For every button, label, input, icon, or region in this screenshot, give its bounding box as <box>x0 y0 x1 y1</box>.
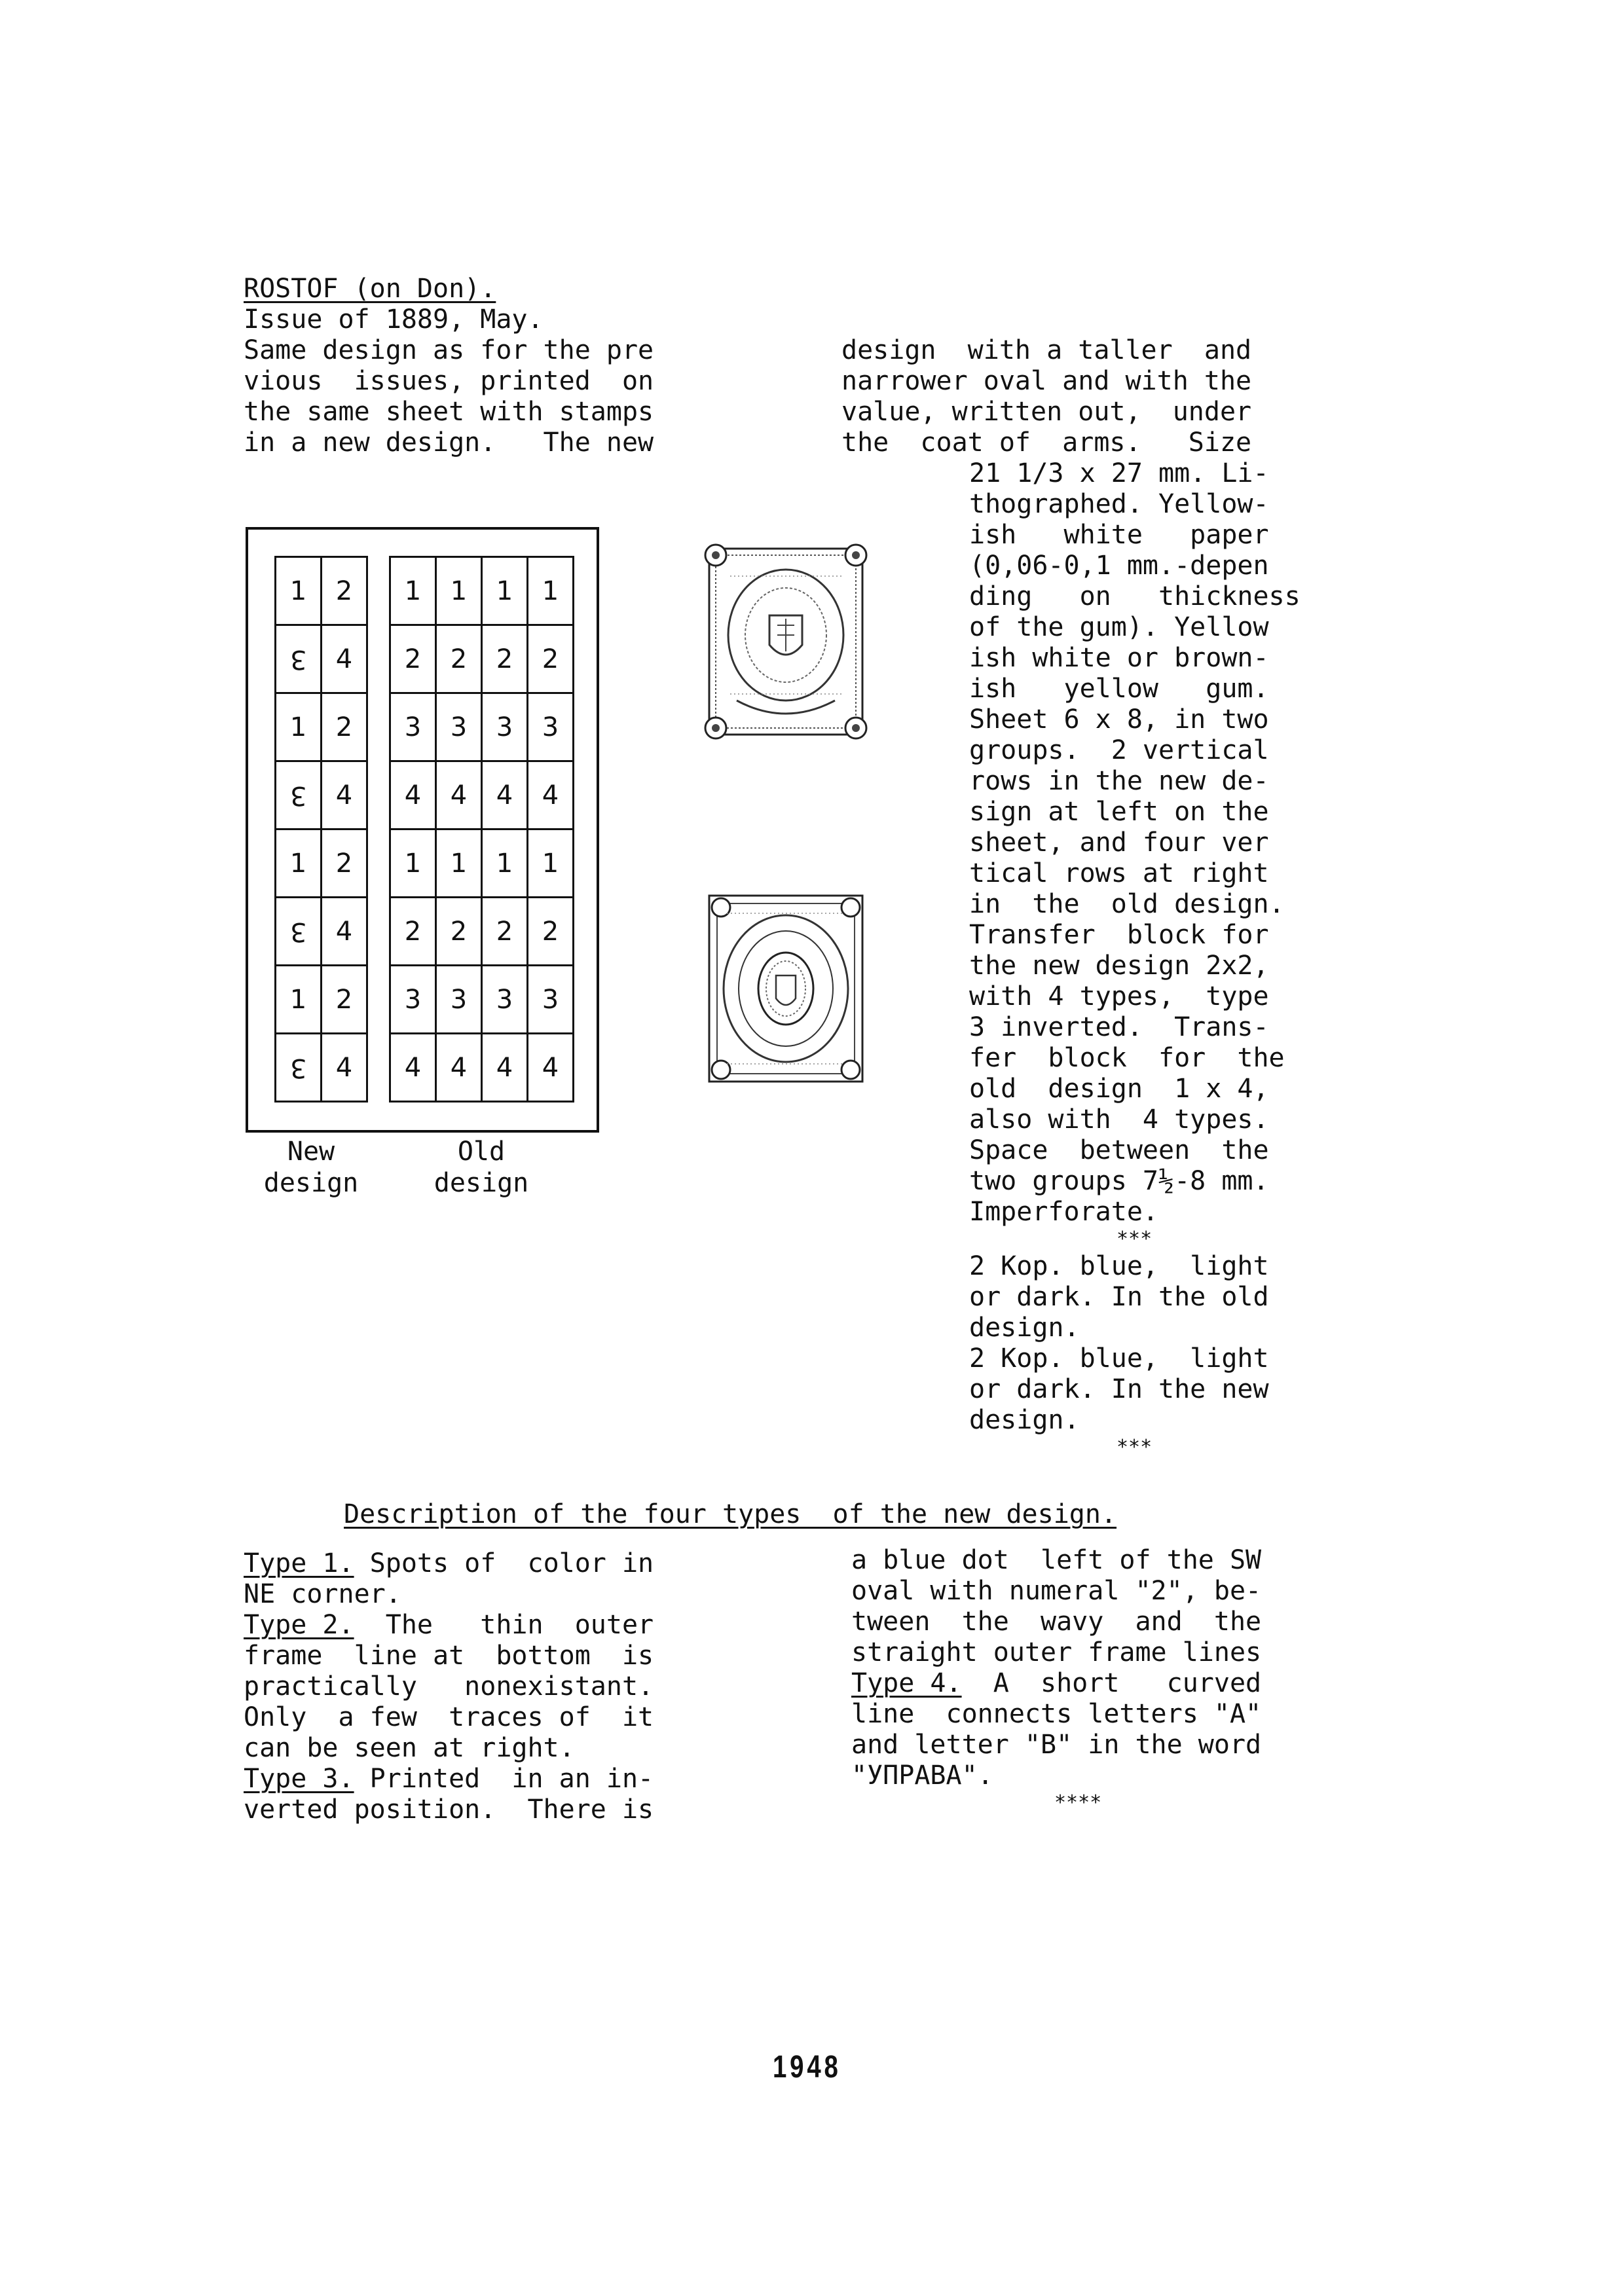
cell-number: 2 <box>404 916 422 947</box>
sheet-cell <box>437 1034 483 1102</box>
type4-line <box>851 1668 1261 1699</box>
text-line: ish yellow gum. <box>969 674 1269 704</box>
text-line: a blue dot left of the SW <box>851 1545 1262 1575</box>
sheet-cell <box>276 898 322 966</box>
text-line: also with 4 types. <box>969 1104 1269 1135</box>
right-column-description <box>969 458 1301 1459</box>
sheet-cell <box>528 626 574 694</box>
sheet-cell <box>322 558 368 626</box>
sheet-cell <box>391 898 437 966</box>
cell-number: 3 <box>542 984 559 1015</box>
sheet-cell <box>437 694 483 762</box>
cell-number: 2 <box>335 712 353 742</box>
text-line: Sheet 6 x 8, in two <box>969 704 1269 735</box>
cell-number: 4 <box>450 1052 468 1083</box>
sheet-cell <box>276 1034 322 1102</box>
cell-number: 3 <box>289 644 307 674</box>
text-line: 3 inverted. Trans- <box>969 1012 1269 1042</box>
sheet-cell <box>437 558 483 626</box>
page-number: 1948 <box>773 2050 841 2085</box>
cell-number: 3 <box>289 780 307 811</box>
sheet-cell <box>276 966 322 1034</box>
sheet-cell <box>322 694 368 762</box>
cell-number: 1 <box>289 848 307 879</box>
cell-number: 1 <box>289 712 307 742</box>
type3-label: Type 3. <box>244 1764 354 1794</box>
cell-number: 4 <box>496 780 513 811</box>
cell-number: 4 <box>335 1052 353 1083</box>
text-line: line connects letters "A" <box>851 1699 1262 1729</box>
sheet-layout-diagram <box>246 527 599 1133</box>
type1-text: Spots of color in <box>354 1548 654 1578</box>
variety-line: or dark. In the old <box>969 1282 1269 1312</box>
sheet-cell <box>437 966 483 1034</box>
sheet-cell <box>322 898 368 966</box>
cell-number: 2 <box>496 916 513 947</box>
text-line: ish white paper <box>969 520 1269 550</box>
text-line: the new design 2x2, <box>969 951 1269 981</box>
text-line: tical rows at right <box>969 858 1269 888</box>
types-right-column <box>851 1545 1261 1791</box>
cell-number: 4 <box>335 644 353 674</box>
variety-line: or dark. In the new <box>969 1374 1269 1404</box>
sheet-cell <box>437 626 483 694</box>
cell-number: 4 <box>542 780 559 811</box>
text-line: 21 1/3 x 27 mm. Li- <box>969 458 1269 488</box>
text-line: the same sheet with stamps <box>244 397 654 427</box>
cell-number: 1 <box>496 848 513 879</box>
type2-line <box>244 1610 654 1641</box>
text-line: tween the wavy and the <box>851 1607 1262 1637</box>
cell-number: 1 <box>542 848 559 879</box>
text-line: fer block for the <box>969 1043 1285 1073</box>
old-design-grid <box>389 556 574 1102</box>
types-heading: Description of the four types of the new design. <box>344 1499 1117 1529</box>
cell-number: 4 <box>542 1052 559 1083</box>
separator: *** <box>1116 1228 1153 1250</box>
sheet-cell <box>391 1034 437 1102</box>
text-line: Transfer block for <box>969 920 1269 950</box>
cell-number: 2 <box>404 644 422 674</box>
sheet-cell <box>322 626 368 694</box>
type2-text: The thin outer <box>354 1610 654 1640</box>
text-line: ish white or brown- <box>969 643 1269 673</box>
sheet-cell <box>276 626 322 694</box>
cell-number: 1 <box>450 848 468 879</box>
text-line: rows in the new de- <box>969 766 1269 796</box>
variety-line: 2 Kop. blue, light <box>969 1251 1269 1281</box>
cell-number: 1 <box>404 575 422 606</box>
text-line: with 4 types, type <box>969 981 1269 1011</box>
text-line: sign at left on the <box>969 797 1269 827</box>
cell-number: 3 <box>404 984 422 1015</box>
cell-number: 3 <box>404 712 422 742</box>
new-design-label: New design <box>263 1137 359 1198</box>
sheet-cell <box>276 762 322 830</box>
text-line: two groups 7½-8 mm. <box>969 1166 1269 1196</box>
text-line: thographed. Yellow- <box>969 489 1269 519</box>
sheet-cell <box>276 694 322 762</box>
old-design-stamp-image <box>697 884 874 1093</box>
text-line: the coat of arms. Size <box>841 428 1252 458</box>
variety-line: design. <box>969 1405 1080 1435</box>
sheet-cell <box>528 694 574 762</box>
sheet-cell <box>483 558 528 626</box>
sheet-cell <box>322 830 368 898</box>
text-line: Space between the <box>969 1135 1269 1165</box>
sheet-cell <box>483 694 528 762</box>
type1-label: Type 1. <box>244 1548 354 1578</box>
cell-number: 2 <box>542 644 559 674</box>
sheet-cell <box>322 762 368 830</box>
text-line: value, written out, under <box>841 397 1252 427</box>
end-mark: **** <box>1054 1791 1102 1814</box>
text-line: verted position. There is <box>244 1795 654 1825</box>
sheet-cell <box>391 558 437 626</box>
type3-line <box>244 1764 654 1795</box>
new-design-grid <box>274 556 368 1102</box>
type3-text: Printed in an in- <box>354 1764 654 1794</box>
text-line: old design 1 x 4, <box>969 1074 1269 1104</box>
sheet-cell <box>437 830 483 898</box>
sheet-cell <box>528 966 574 1034</box>
cell-number: 1 <box>404 848 422 879</box>
type4-text: A short curved <box>961 1668 1262 1698</box>
left-intro <box>244 335 654 458</box>
text-line: in a new design. The new <box>244 428 654 458</box>
sheet-cell <box>483 626 528 694</box>
sheet-cell <box>391 626 437 694</box>
cell-number: 3 <box>289 916 307 947</box>
text-line: sheet, and four ver <box>969 828 1269 858</box>
text-line: (0,06-0,1 mm.-depen <box>969 551 1269 581</box>
cell-number: 2 <box>496 644 513 674</box>
sheet-cell <box>437 898 483 966</box>
text-line: practically nonexistant. <box>244 1671 654 1702</box>
variety-line: 2 Kop. blue, light <box>969 1343 1269 1374</box>
cell-number: 2 <box>335 575 353 606</box>
cell-number: 2 <box>450 644 468 674</box>
text-line: Imperforate. <box>969 1197 1158 1227</box>
cell-number: 4 <box>450 780 468 811</box>
text-line: Only a few traces of it <box>244 1702 654 1732</box>
cell-number: 1 <box>289 575 307 606</box>
cell-number: 2 <box>542 916 559 947</box>
sheet-cell <box>322 1034 368 1102</box>
sheet-cell <box>322 966 368 1034</box>
separator: *** <box>1116 1436 1153 1459</box>
cell-number: 4 <box>335 780 353 811</box>
text-line: straight outer frame lines <box>851 1637 1262 1667</box>
sheet-cell <box>276 830 322 898</box>
text-line: in the old design. <box>969 889 1285 919</box>
cell-number: 3 <box>450 984 468 1015</box>
sheet-cell <box>528 1034 574 1102</box>
cell-number: 1 <box>450 575 468 606</box>
text-line: design with a taller and <box>841 335 1252 365</box>
cell-number: 4 <box>404 1052 422 1083</box>
sheet-cell <box>391 830 437 898</box>
cell-number: 1 <box>542 575 559 606</box>
text-line: vious issues, printed on <box>244 366 654 396</box>
text-line: oval with numeral "2", be- <box>851 1576 1262 1606</box>
cell-number: 1 <box>289 984 307 1015</box>
text-line: "УПРАВА". <box>851 1760 993 1791</box>
text-line: and letter "B" in the word <box>851 1730 1262 1760</box>
sheet-cell <box>391 762 437 830</box>
sheet-cell <box>483 966 528 1034</box>
text-line: narrower oval and with the <box>841 366 1252 396</box>
sheet-cell <box>483 830 528 898</box>
cell-number: 3 <box>289 1052 307 1083</box>
text-line: of the gum). Yellow <box>969 612 1269 642</box>
text-line: Same design as for the pre <box>244 335 654 365</box>
cell-number: 4 <box>404 780 422 811</box>
article-title: ROSTOF (on Don). <box>244 274 496 304</box>
sheet-cell <box>437 762 483 830</box>
text-line: ding on thickness <box>969 581 1301 611</box>
sheet-cell <box>528 558 574 626</box>
type2-label: Type 2. <box>244 1610 354 1640</box>
sheet-cell <box>276 558 322 626</box>
cell-number: 3 <box>496 712 513 742</box>
cell-number: 2 <box>335 848 353 879</box>
new-design-stamp-image <box>697 537 874 746</box>
type1-line <box>244 1548 654 1579</box>
cell-number: 3 <box>542 712 559 742</box>
type4-label: Type 4. <box>851 1668 962 1698</box>
text-line: NE corner. <box>244 1579 401 1609</box>
sheet-cell <box>483 762 528 830</box>
text-line: can be seen at right. <box>244 1733 575 1763</box>
cell-number: 2 <box>335 984 353 1015</box>
variety-line: design. <box>969 1313 1080 1343</box>
right-column-top <box>841 335 1251 458</box>
text-line: frame line at bottom is <box>244 1641 654 1671</box>
cell-number: 4 <box>335 916 353 947</box>
cell-number: 3 <box>496 984 513 1015</box>
cell-number: 3 <box>450 712 468 742</box>
sheet-cell <box>483 898 528 966</box>
issue-date: Issue of 1889, May. <box>244 304 544 335</box>
types-left-column <box>244 1548 654 1825</box>
sheet-cell <box>391 694 437 762</box>
sheet-cell <box>483 1034 528 1102</box>
cell-number: 4 <box>496 1052 513 1083</box>
cell-number: 2 <box>450 916 468 947</box>
sheet-cell <box>391 966 437 1034</box>
text-line: groups. 2 vertical <box>969 735 1269 765</box>
old-design-label: Old design <box>434 1137 529 1198</box>
sheet-cell <box>528 898 574 966</box>
sheet-cell <box>528 762 574 830</box>
sheet-cell <box>528 830 574 898</box>
cell-number: 1 <box>496 575 513 606</box>
